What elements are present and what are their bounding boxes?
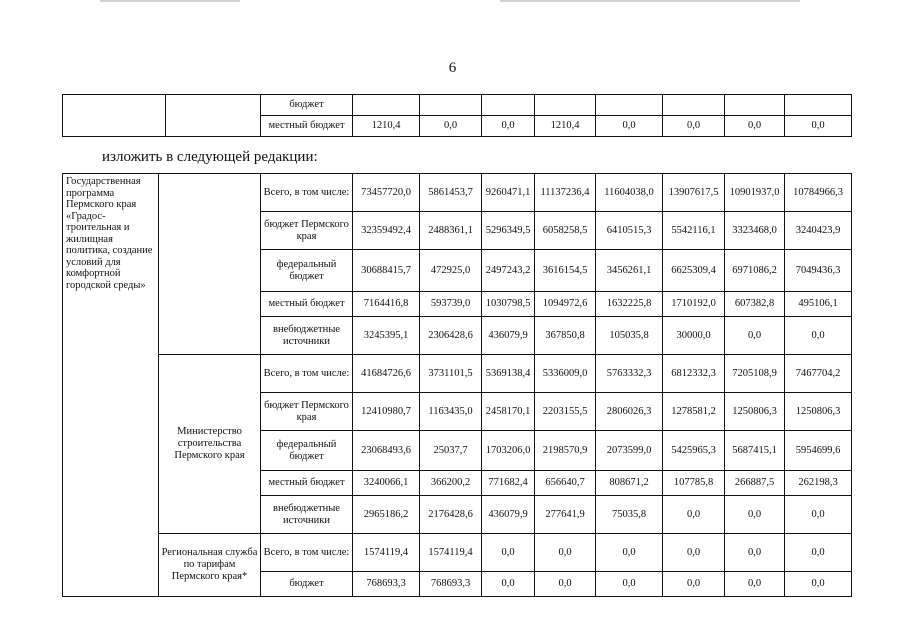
value-cell: 5542116,1 — [663, 212, 725, 250]
value-cell: 262198,3 — [785, 471, 852, 496]
row-label: бюджет Пермского края — [261, 393, 353, 431]
value-cell — [785, 95, 852, 116]
value-cell — [482, 95, 535, 116]
value-cell — [596, 95, 663, 116]
top-table — [62, 94, 852, 137]
value-cell: 32359492,4 — [353, 212, 420, 250]
value-cell: 5369138,4 — [482, 355, 535, 393]
value-cell: 1210,4 — [353, 116, 420, 137]
value-cell: 10784966,3 — [785, 174, 852, 212]
value-cell: 2306428,6 — [420, 317, 482, 355]
value-cell: 1574119,4 — [353, 534, 420, 572]
value-cell: 656640,7 — [535, 471, 596, 496]
value-cell: 9260471,1 — [482, 174, 535, 212]
value-cell: 13907617,5 — [663, 174, 725, 212]
value-cell — [725, 95, 785, 116]
value-cell: 768693,3 — [353, 572, 420, 597]
value-cell: 1250806,3 — [785, 393, 852, 431]
budget-table — [62, 173, 852, 597]
table-row — [63, 95, 852, 116]
value-cell: 1278581,2 — [663, 393, 725, 431]
value-cell: 0,0 — [785, 572, 852, 597]
value-cell: 5336009,0 — [535, 355, 596, 393]
value-cell: 0,0 — [663, 534, 725, 572]
value-cell: 6625309,4 — [663, 250, 725, 292]
value-cell: 41684726,6 — [353, 355, 420, 393]
value-cell: 495106,1 — [785, 292, 852, 317]
value-cell — [535, 95, 596, 116]
value-cell: 0,0 — [663, 572, 725, 597]
value-cell: 5296349,5 — [482, 212, 535, 250]
value-cell: 367850,8 — [535, 317, 596, 355]
blank-cell — [166, 95, 261, 137]
value-cell: 3323468,0 — [725, 212, 785, 250]
value-cell: 10901937,0 — [725, 174, 785, 212]
value-cell: 366200,2 — [420, 471, 482, 496]
value-cell: 1710192,0 — [663, 292, 725, 317]
value-cell: 2198570,9 — [535, 431, 596, 471]
value-cell: 0,0 — [420, 116, 482, 137]
value-cell: 768693,3 — [420, 572, 482, 597]
value-cell: 1250806,3 — [725, 393, 785, 431]
value-cell: 11604038,0 — [596, 174, 663, 212]
row-label: местный бюджет — [261, 471, 353, 496]
value-cell: 0,0 — [535, 534, 596, 572]
value-cell: 2458170,1 — [482, 393, 535, 431]
value-cell: 0,0 — [596, 572, 663, 597]
program-name: Государственная программа Пермского края «Градос-троительная и жилищная политика, создание условий для комфортной городской среды» — [63, 174, 159, 597]
value-cell: 30000,0 — [663, 317, 725, 355]
value-cell: 3240066,1 — [353, 471, 420, 496]
page-number: 6 — [448, 60, 457, 76]
value-cell: 1703206,0 — [482, 431, 535, 471]
value-cell: 1163435,0 — [420, 393, 482, 431]
value-cell: 277641,9 — [535, 496, 596, 534]
row-label: внебюджетные источники — [261, 496, 353, 534]
value-cell: 436079,9 — [482, 317, 535, 355]
value-cell: 0,0 — [785, 317, 852, 355]
value-cell: 7164416,8 — [353, 292, 420, 317]
value-cell: 607382,8 — [725, 292, 785, 317]
value-cell: 0,0 — [785, 534, 852, 572]
row-label: федеральный бюджет — [261, 250, 353, 292]
scan-artifact-right — [500, 0, 800, 2]
row-label: бюджет — [261, 572, 353, 597]
value-cell: 0,0 — [725, 116, 785, 137]
value-cell: 3731101,5 — [420, 355, 482, 393]
row-label: федеральный бюджет — [261, 431, 353, 471]
value-cell: 6410515,3 — [596, 212, 663, 250]
instruction-text: изложить в следующей редакции: — [102, 149, 318, 165]
table-row — [63, 174, 852, 212]
value-cell: 7467704,2 — [785, 355, 852, 393]
value-cell: 0,0 — [596, 534, 663, 572]
row-label: местный бюджет — [261, 292, 353, 317]
value-cell: 5954699,6 — [785, 431, 852, 471]
scan-artifact-left — [100, 0, 240, 2]
value-cell: 0,0 — [785, 116, 852, 137]
value-cell: 1574119,4 — [420, 534, 482, 572]
value-cell: 2965186,2 — [353, 496, 420, 534]
value-cell: 75035,8 — [596, 496, 663, 534]
value-cell: 30688415,7 — [353, 250, 420, 292]
value-cell: 0,0 — [596, 116, 663, 137]
value-cell: 5763332,3 — [596, 355, 663, 393]
value-cell — [663, 95, 725, 116]
value-cell: 266887,5 — [725, 471, 785, 496]
value-cell: 3240423,9 — [785, 212, 852, 250]
value-cell: 2073599,0 — [596, 431, 663, 471]
value-cell: 25037,7 — [420, 431, 482, 471]
value-cell: 7049436,3 — [785, 250, 852, 292]
value-cell — [353, 95, 420, 116]
value-cell: 2497243,2 — [482, 250, 535, 292]
value-cell: 0,0 — [482, 116, 535, 137]
value-cell: 1632225,8 — [596, 292, 663, 317]
value-cell: 5687415,1 — [725, 431, 785, 471]
value-cell: 1210,4 — [535, 116, 596, 137]
value-cell: 0,0 — [785, 496, 852, 534]
value-cell: 3245395,1 — [353, 317, 420, 355]
value-cell: 3456261,1 — [596, 250, 663, 292]
responsible-org: Министерство строительства Пермского края — [159, 355, 261, 534]
value-cell: 0,0 — [482, 534, 535, 572]
value-cell: 5425965,3 — [663, 431, 725, 471]
blank-cell — [63, 95, 166, 137]
value-cell: 6058258,5 — [535, 212, 596, 250]
value-cell: 2203155,5 — [535, 393, 596, 431]
value-cell: 0,0 — [663, 116, 725, 137]
value-cell: 0,0 — [725, 496, 785, 534]
value-cell: 6812332,3 — [663, 355, 725, 393]
value-cell — [420, 95, 482, 116]
value-cell: 105035,8 — [596, 317, 663, 355]
value-cell: 7205108,9 — [725, 355, 785, 393]
value-cell: 771682,4 — [482, 471, 535, 496]
value-cell: 0,0 — [535, 572, 596, 597]
value-cell: 1030798,5 — [482, 292, 535, 317]
value-cell: 23068493,6 — [353, 431, 420, 471]
value-cell: 0,0 — [725, 572, 785, 597]
table-row — [63, 355, 852, 393]
responsible-org: Региональная служба по тарифам Пермского края* — [159, 534, 261, 597]
value-cell: 2488361,1 — [420, 212, 482, 250]
row-label: Всего, в том числе: — [261, 355, 353, 393]
value-cell: 436079,9 — [482, 496, 535, 534]
value-cell: 1094972,6 — [535, 292, 596, 317]
value-cell: 107785,8 — [663, 471, 725, 496]
value-cell: 0,0 — [725, 317, 785, 355]
value-cell: 12410980,7 — [353, 393, 420, 431]
value-cell: 11137236,4 — [535, 174, 596, 212]
value-cell: 472925,0 — [420, 250, 482, 292]
responsible-org — [159, 174, 261, 355]
value-cell: 5861453,7 — [420, 174, 482, 212]
value-cell: 3616154,5 — [535, 250, 596, 292]
value-cell: 0,0 — [725, 534, 785, 572]
row-label: бюджет — [261, 95, 353, 116]
value-cell: 593739,0 — [420, 292, 482, 317]
value-cell: 0,0 — [482, 572, 535, 597]
table-row — [63, 534, 852, 572]
value-cell: 0,0 — [663, 496, 725, 534]
row-label: бюджет Пермского края — [261, 212, 353, 250]
value-cell: 2806026,3 — [596, 393, 663, 431]
value-cell: 6971086,2 — [725, 250, 785, 292]
value-cell: 2176428,6 — [420, 496, 482, 534]
row-label: внебюджетные источники — [261, 317, 353, 355]
value-cell: 73457720,0 — [353, 174, 420, 212]
row-label: Всего, в том числе: — [261, 174, 353, 212]
value-cell: 808671,2 — [596, 471, 663, 496]
row-label: местный бюджет — [261, 116, 353, 137]
row-label: Всего, в том числе: — [261, 534, 353, 572]
